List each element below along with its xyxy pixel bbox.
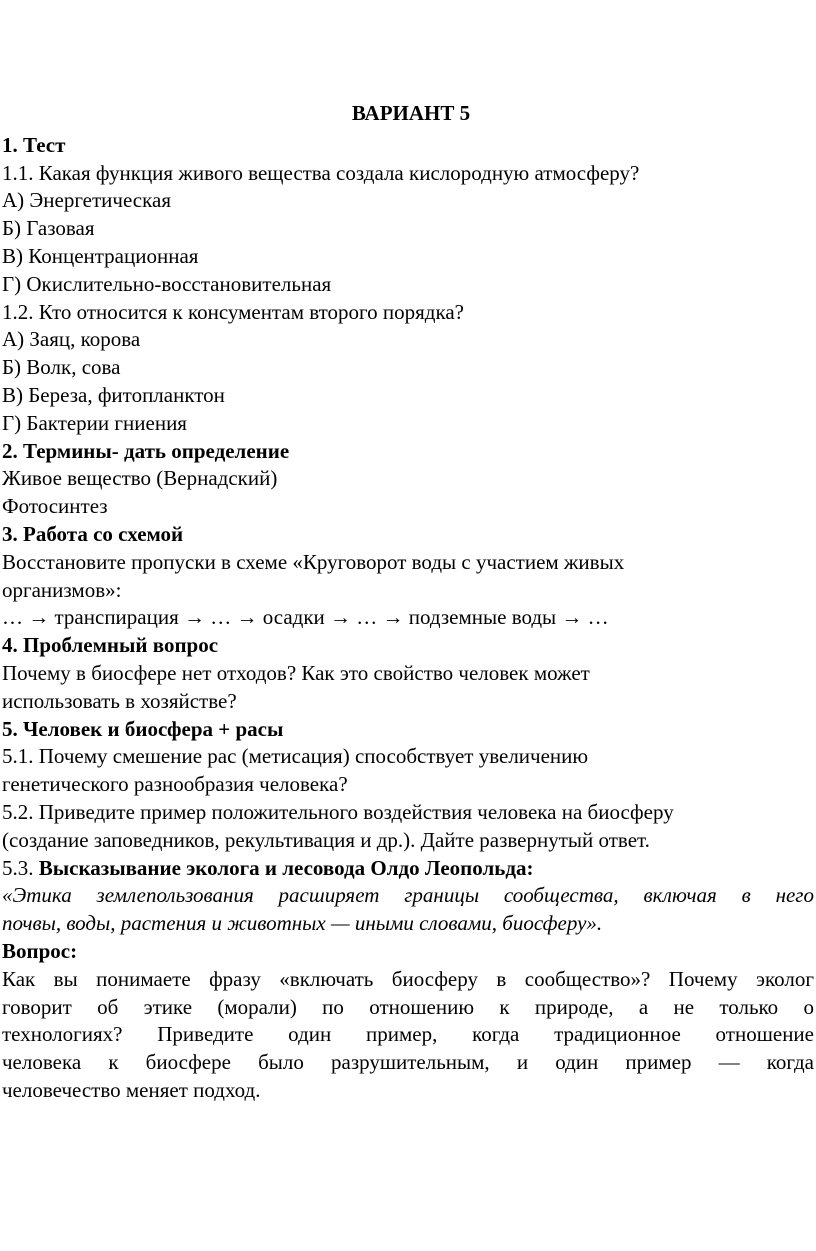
option-1-2-b: Б) Волк, сова: [2, 355, 121, 380]
question-label: Вопрос:: [2, 938, 78, 963]
section-2-heading: 2. Термины- дать определение: [2, 438, 290, 463]
answer-line: технологиях? Приведите один пример, когда традиционное отношение: [2, 1022, 814, 1047]
option-1-2-a: А) Заяц, корова: [2, 327, 141, 352]
question-5-2-line: (создание заповедников, рекультивация и др.). Дайте развернутый ответ.: [2, 827, 650, 852]
water-cycle-scheme: … → транспирация → … → осадки → … → подземные воды → …: [2, 605, 609, 630]
leopold-quote-line: почвы, воды, растения и животных — иными словами, биосферу».: [2, 911, 603, 936]
question-5-3-title: Высказывание эколога и лесовода Олдо Леопольда:: [38, 855, 534, 880]
question-5-1-line: генетического разнообразия человека?: [2, 772, 348, 797]
answer-line: человека к биосфере было разрушительным, и один пример — когда: [2, 1050, 814, 1075]
question-5-2-line: 5.2. Приведите пример положительного воздействия человека на биосферу: [2, 799, 674, 824]
option-1-1-b: Б) Газовая: [2, 216, 95, 241]
answer-line: говорит об этике (морали) по отношению к природе, а не только о: [2, 994, 814, 1019]
section-5-heading: 5. Человек и биосфера + расы: [2, 716, 284, 741]
term-item: Фотосинтез: [2, 494, 108, 519]
section-3-text-line: Восстановите пропуски в схеме «Круговорот воды с участием живых: [2, 549, 625, 574]
section-3-heading: 3. Работа со схемой: [2, 521, 184, 546]
option-1-1-d: Г) Окислительно-восстановительная: [2, 271, 332, 296]
answer-line: Как вы понимаете фразу «включать биосферу в сообщество»? Почему эколог: [2, 966, 814, 991]
leopold-quote-line: «Этика землепользования расширяет границы сообщества, включая в него: [2, 883, 814, 908]
question-5-1-line: 5.1. Почему смешение рас (метисация) способствует увеличению: [2, 744, 589, 769]
term-item: Живое вещество (Вернадский): [2, 466, 278, 491]
answer-line: человечество меняет подход.: [2, 1077, 261, 1102]
option-1-1-a: А) Энергетическая: [2, 188, 171, 213]
section-4-heading: 4. Проблемный вопрос: [2, 633, 219, 658]
section-3-text-line: организмов»:: [2, 577, 122, 602]
document-page: [2, 100, 814, 1105]
question-5-3: [2, 855, 814, 883]
option-1-2-c: В) Береза, фитопланктон: [2, 382, 225, 407]
section-4-text-line: использовать в хозяйстве?: [2, 688, 237, 713]
option-1-2-d: Г) Бактерии гниения: [2, 410, 187, 435]
page-title: ВАРИАНТ 5: [351, 101, 471, 125]
section-1-heading: 1. Тест: [2, 132, 66, 157]
option-1-1-c: В) Концентрационная: [2, 243, 199, 268]
question-1-1: 1.1. Какая функция живого вещества создала кислородную атмосферу?: [2, 160, 640, 185]
section-4-text-line: Почему в биосфере нет отходов? Как это свойство человек может: [2, 660, 590, 685]
question-1-2: 1.2. Кто относится к консументам второго порядка?: [2, 299, 464, 324]
question-5-3-number: 5.3.: [2, 855, 39, 880]
